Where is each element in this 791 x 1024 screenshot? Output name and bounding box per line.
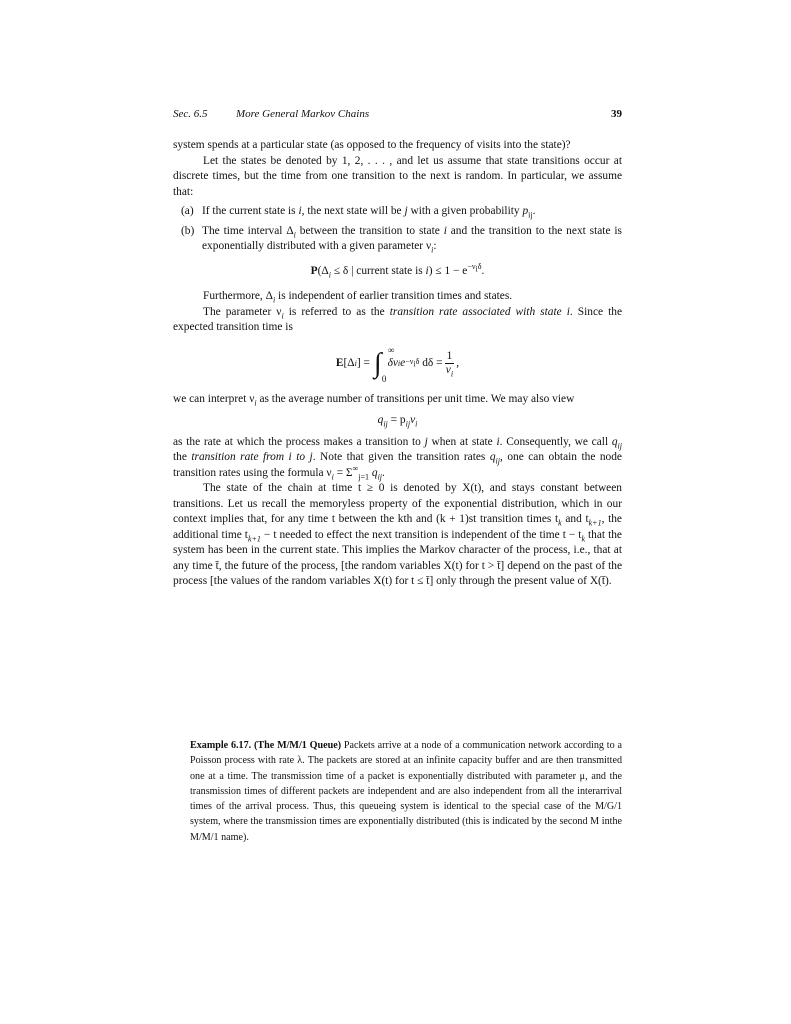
integral-sign: ∫ ∞ 0 <box>373 344 395 384</box>
paragraph: Furthermore, $\Delta_i$ is independent of earlier transition times and states. <box>203 290 513 305</box>
paragraph: The state of the chain at time t ≥ 0 is denoted by X(t), and stays constant between transitions. Let us recall the memoryless property of the exponential distribution, which in our context implies that, for any time t between the kth and (k + 1)st transition times $t_k$ and $t_{k+1}$, the additional time $t_{k+1} - t$ needed to effect the next transition is independent of the time $t - t_k$ that the system has been in the current state. This implies the Markov character of the process, i.e., that at any time t̄, the future of the process, [the random variables X(t) for t > t̄] depend on the past of the process [the values of the random variables X(t) for t ≤ t̄] only through the present value of X(t̄). <box>173 482 622 587</box>
example-block <box>190 738 622 845</box>
list-label: (b) <box>181 224 195 237</box>
paragraph: as the rate at which the process makes a transition to j when at state i. Consequently, we call $q_{ij}$ the transition rate from i to j. Note that given the transition rates $q_{ij}$, one can obtain the node transition rates using the formula $\nu_i = \Sigma^\infty_{j=1}$ $q_{ij}$. <box>173 435 622 481</box>
list-item <box>173 224 622 255</box>
equation-expectation: E [Δ i ] = ∫ ∞ 0 δν i e $-\nu_i\delta$ dδ = $\frac{1}{\nu_i}$ , <box>335 344 460 384</box>
list-item <box>173 204 622 220</box>
body-text <box>173 138 622 590</box>
section-title: More General Markov Chains <box>236 108 370 120</box>
page-content <box>173 108 622 590</box>
example-text: Packets arrive at a node of a communication network according to a Poisson process with rate λ. The packets are stored at an infinite capacity buffer and are then transmitted one at a time. The transmission time of a packet is exponentially distributed with parameter μ, and the transmission times of different packets are independent and are also independent from all the interarrival times of the arrival process. Thus, this queueing system is identical to the special case of the M/G/1 system, where the transmission times are exponentially distributed (this is indicated by the second M inthe M/M/1 name). <box>190 740 622 843</box>
running-header <box>173 108 622 126</box>
equation-probability: $P(\Delta_i \le \delta$ | current state is $i) \le 1 - e^{-\nu_i\delta}$. <box>310 261 485 279</box>
paragraph: system spends at a particular state (as opposed to the frequency of visits into the state)? <box>173 139 571 151</box>
list-text: The time interval $\Delta_i$ between the transition to state i and the transition to the next state is exponentially distributed with a given parameter $\nu_i$: <box>202 224 622 255</box>
example-heading: Example 6.17. (The M/M/1 Queue) <box>190 740 342 751</box>
fraction: $\frac{1}{\nu_i}$ <box>445 350 454 379</box>
paragraph: Let the states be denoted by 1, 2, . . . , and let us assume that state transitions occur at discrete times, but the time from one transition to the next is random. In particular, we assume that: <box>173 154 622 198</box>
paragraph: The parameter $\nu_i$ is referred to as the transition rate associated with state i. Since the expected transition time is <box>173 305 623 333</box>
list-text: If the current state is i, the next state will be j with a given probability $p_{ij}$. <box>202 205 536 220</box>
section-number: Sec. 6.5 <box>173 108 208 120</box>
paragraph: we can interpret $\nu_i$ as the average number of transitions per unit time. We may also view <box>173 392 575 407</box>
list-label: (a) <box>181 205 194 217</box>
equation-rate: $q_{ij} = p_{ij}\nu_i$ <box>377 414 418 429</box>
page-number: 39 <box>611 108 622 120</box>
